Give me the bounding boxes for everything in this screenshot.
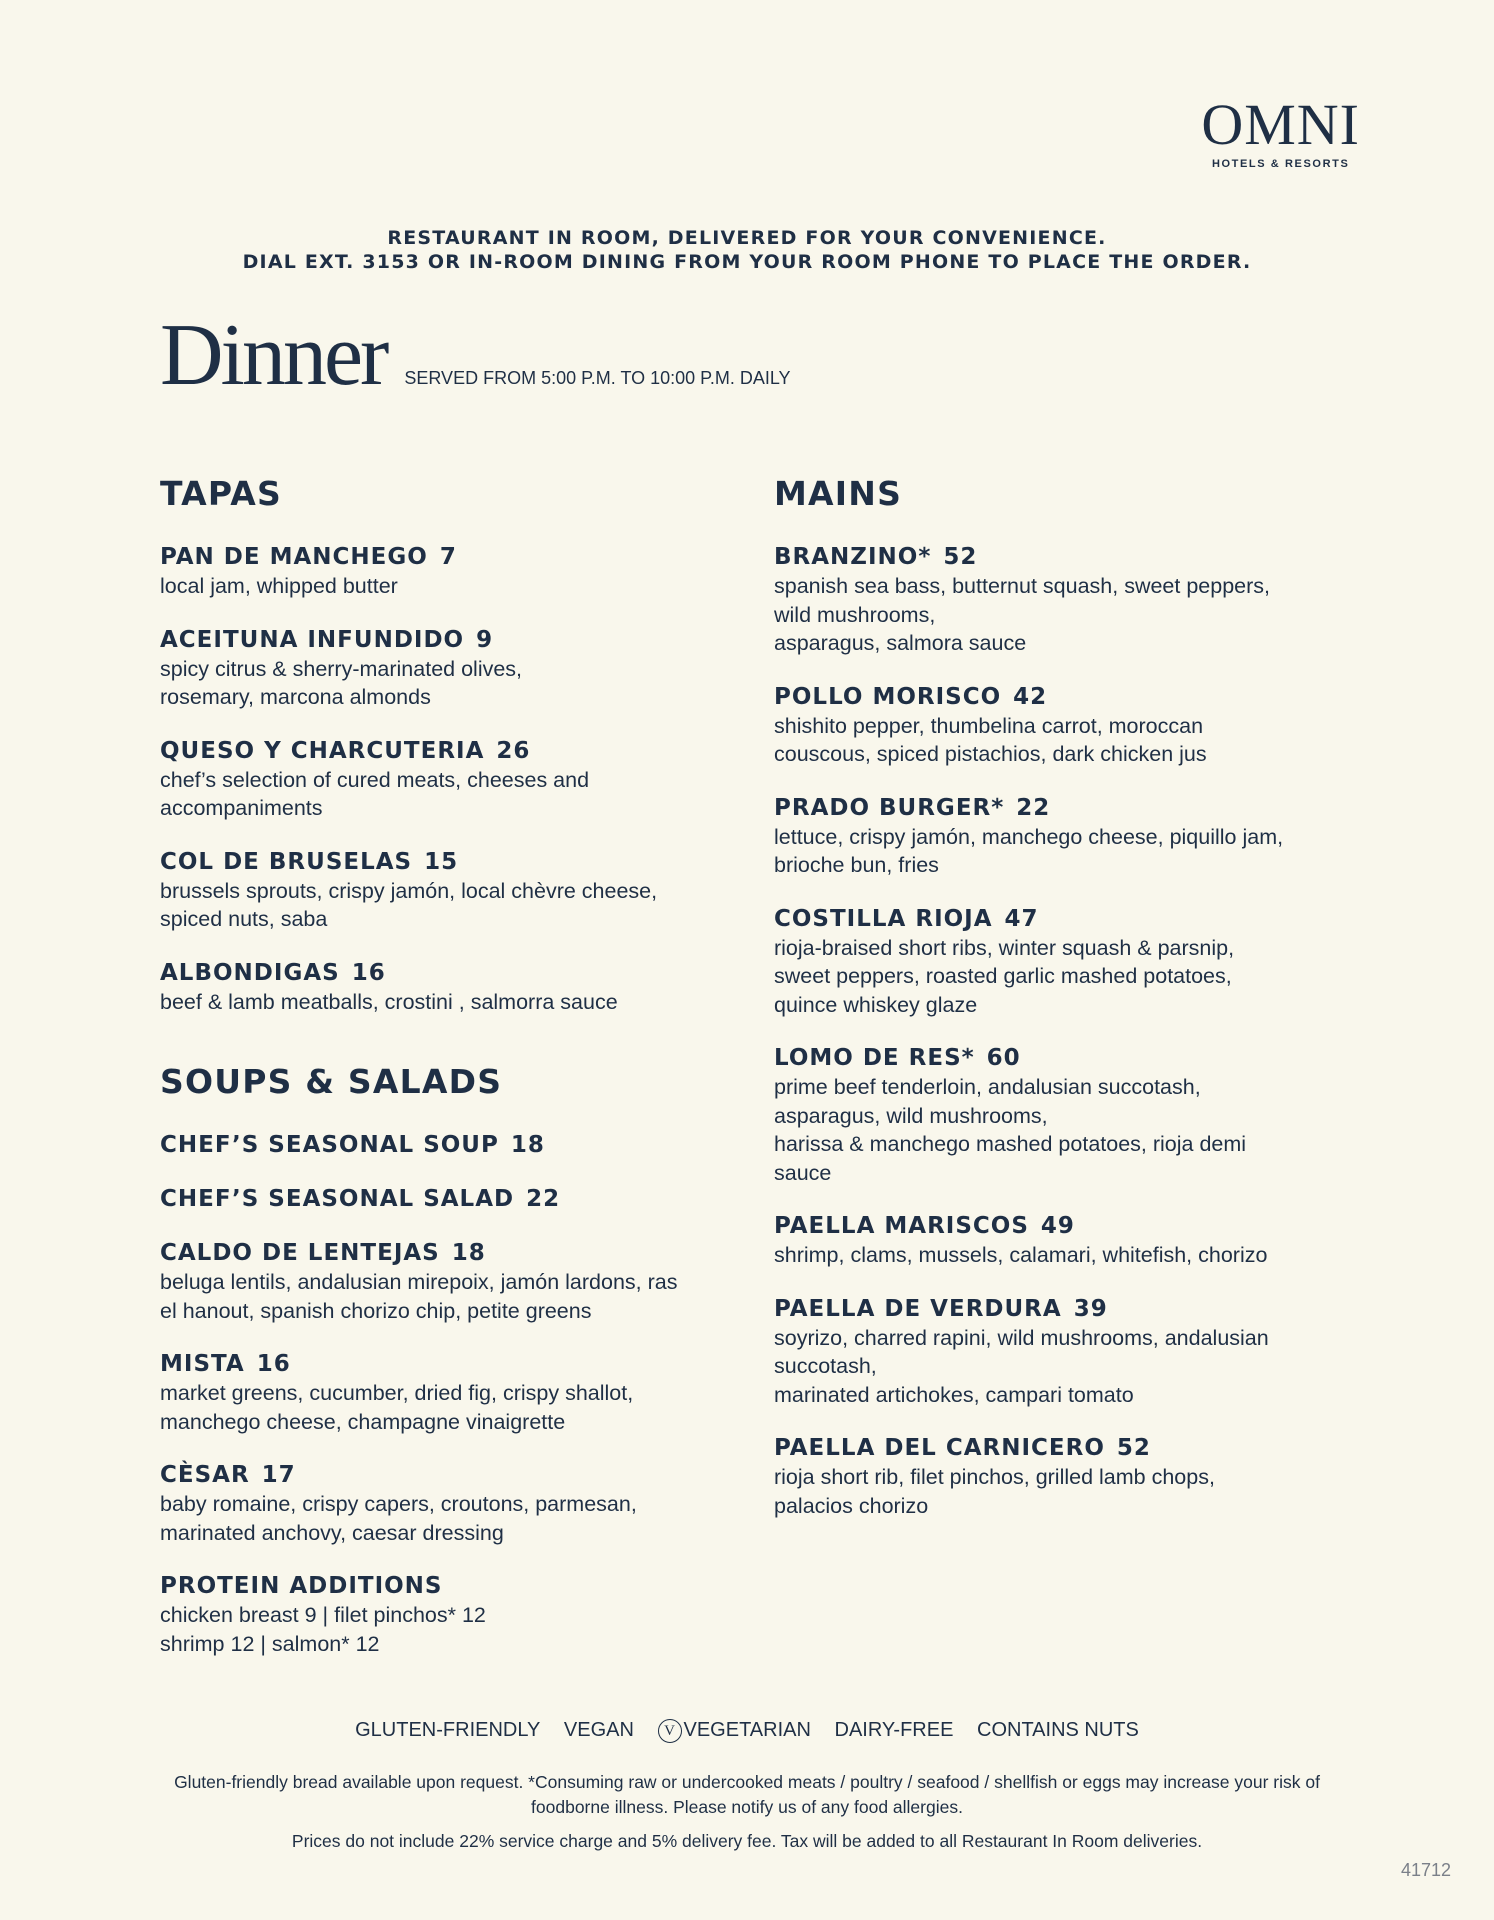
menu-item-name: COSTILLA RIOJA [774,905,993,932]
menu-item [160,542,720,601]
tapas-list [160,542,720,1016]
menu-item-price: 15 [424,848,459,875]
menu-item-heading [774,1294,1334,1324]
menu-item-price: 52 [1116,1435,1151,1461]
menu-item [160,958,720,1017]
menu-item-description: baby romaine, crispy capers, croutons, parmesan, marinated anchovy, caesar dressing [160,1492,637,1545]
logo-wordmark: OMNI [1201,92,1360,157]
menu-item-name: PROTEIN ADDITIONS [160,1573,443,1599]
menu-item-name: POLLO MORISCO [774,683,1002,710]
left-column [160,470,720,1658]
menu-item-price: 22 [526,1186,561,1212]
menu-item [160,625,720,712]
menu-item-name: QUESO Y CHARCUTERIA [160,737,485,764]
menu-item [774,1043,1334,1187]
menu-item-heading [774,904,1334,934]
pricing-footnote: Prices do not include 22% service charge and 5% delivery fee. Tax will be added to all Restaurant In Room deliveries. [291,1831,1203,1851]
menu-item-description: market greens, cucumber, dried fig, crispy shallot, manchego cheese, champagne vinaigrette [160,1381,634,1434]
menu-item-heading [160,847,720,877]
menu-item-description: lettuce, crispy jamón, manchego cheese, piquillo jam, brioche bun, fries [774,824,1284,877]
menu-item-heading [774,1433,1334,1463]
served-hours: SERVED FROM 5:00 P.M. TO 10:00 P.M. DAILY [404,368,791,388]
menu-item-price: 7 [439,544,457,570]
menu-item-name: LOMO DE RES* [774,1045,975,1071]
menu-item-price: 9 [476,626,494,653]
document-code: 41712 [1400,1860,1451,1880]
menu-item-price: 60 [986,1045,1021,1071]
menu-item-name: CHEF’S SEASONAL SOUP [160,1132,499,1158]
menu-item-heading [160,1349,720,1379]
menu-item-description: brussels sprouts, crispy jamón, local chèvre cheese, spiced nuts, saba [160,878,658,931]
menu-item-heading [774,1043,1334,1073]
vegetarian-icon: V [658,1719,682,1743]
menu-item-description: spicy citrus & sherry-marinated olives, rosemary, marcona almonds [160,656,523,709]
menu-item [160,847,720,934]
section-title-soups-salads: SOUPS & SALADS [160,1062,503,1101]
menu-item-price: 16 [256,1351,291,1377]
menu-item-description: chef’s selection of cured meats, cheeses and accompaniments [160,767,590,820]
menu-item-heading [160,1460,720,1490]
menu-item [774,1211,1334,1270]
menu-item-heading [160,542,720,572]
menu-item-name: PAELLA DEL CARNICERO [774,1435,1105,1461]
menu-item-price: 26 [496,737,531,764]
menu-item-description: shishito pepper, thumbelina carrot, moroccan couscous, spiced pistachios, dark chicken jus [774,713,1207,766]
menu-item-heading [160,1184,720,1214]
menu-item-price: 22 [1016,794,1051,821]
menu-item-heading [160,1238,720,1268]
menu-item [160,1184,720,1214]
menu-item-price: 16 [351,959,386,986]
menu-item-name: ACEITUNA INFUNDIDO [160,626,465,653]
menu-item [160,736,720,823]
menu-item-price: 18 [451,1240,486,1266]
menu-item-description: shrimp, clams, mussels, calamari, whitefish, chorizo [774,1243,1268,1267]
mains-list [774,542,1334,1520]
menu-item-price: 47 [1004,905,1039,932]
menu-item-description: beluga lentils, andalusian mirepoix, jamón lardons, ras el hanout, spanish chorizo chip, petite greens [160,1270,678,1323]
menu-item-description: spanish sea bass, butternut squash, sweet peppers, wild mushrooms, asparagus, salmora sauce [774,574,1271,655]
logo-subtitle: HOTELS & RESORTS [1211,158,1350,170]
menu-item-name: BRANZINO* [774,544,932,570]
menu-item-name: ALBONDIGAS [160,959,340,986]
menu-item-name: PAN DE MANCHEGO [160,544,428,570]
menu-item-description: rioja-braised short ribs, winter squash & parsnip, sweet peppers, roasted garlic mashed potatoes, quince whiskey glaze [774,935,1235,1017]
menu-item-name: COL DE BRUSELAS [160,848,413,875]
menu-item [774,904,1334,1020]
legend-contains-nuts: CONTAINS NUTS [977,1719,1139,1741]
menu-item-heading [774,793,1334,823]
menu-item [774,793,1334,880]
menu-item-description: chicken breast 9 | filet pinchos* 12 shrimp 12 | salmon* 12 [160,1603,486,1656]
menu-item-description: soyrizo, charred rapini, wild mushrooms, andalusian succotash, marinated artichokes, campari tomato [774,1325,1269,1407]
section-title-tapas: TAPAS [160,474,282,513]
menu-item-name: PAELLA DE VERDURA [774,1295,1062,1322]
menu-item [160,1571,720,1658]
menu-item-heading [774,542,1334,572]
menu-item [774,542,1334,658]
menu-item [160,1460,720,1547]
allergy-footnote: Gluten-friendly bread available upon request. *Consuming raw or undercooked meats / poultry / seafood / shellfish or eggs may increase your risk of foodborne illness. Please notify us of any food allergies. [174,1772,1320,1817]
menu-item-heading [774,682,1334,712]
right-column [774,470,1334,1520]
intro-text [0,226,1494,274]
menu-item [774,1433,1334,1520]
menu-item-name: MISTA [160,1351,245,1377]
menu-item-heading [160,625,720,655]
soups-list [160,1130,720,1658]
menu-item-name: PRADO BURGER* [774,794,1005,821]
menu-item-price: 52 [943,544,978,570]
intro-line-2: DIAL EXT. 3153 OR IN-ROOM DINING FROM YOUR ROOM PHONE TO PLACE THE ORDER. [242,251,1252,273]
menu-item-price: 18 [510,1132,545,1158]
menu-item [160,1130,720,1160]
menu-item-description: rioja short rib, filet pinchos, grilled lamb chops, palacios chorizo [774,1465,1215,1518]
menu-item-name: CÈSAR [160,1462,250,1488]
legend-gluten-friendly: GLUTEN-FRIENDLY [355,1719,541,1741]
menu-item-description: beef & lamb meatballs, crostini , salmorra sauce [160,989,618,1014]
menu-item [160,1349,720,1436]
menu-item-heading [160,958,720,988]
omni-logo [1201,92,1360,170]
intro-line-1: RESTAURANT IN ROOM, DELIVERED FOR YOUR CONVENIENCE. [387,227,1107,249]
menu-item-name: CHEF’S SEASONAL SALAD [160,1186,515,1212]
menu-item-name: PAELLA MARISCOS [774,1213,1029,1239]
dietary-legend [0,1719,1494,1743]
menu-item-heading [160,736,720,766]
menu-item-description: prime beef tenderloin, andalusian succotash, asparagus, wild mushrooms, harissa & manchego mashed potatoes, rioja demi sauce [774,1075,1247,1185]
menu-item [160,1238,720,1325]
menu-item-name: CALDO DE LENTEJAS [160,1240,440,1266]
legend-dairy-free: DAIRY-FREE [834,1719,954,1741]
menu-item-heading [160,1571,720,1601]
menu-item [774,1294,1334,1410]
menu-item-description: local jam, whipped butter [160,574,398,598]
section-title-mains: MAINS [774,474,903,513]
menu-item-price: 42 [1013,683,1048,710]
menu-item-price: 49 [1040,1213,1075,1239]
menu-item [774,682,1334,769]
legend-vegan: VEGAN [563,1719,634,1741]
menu-title-row [160,307,791,404]
menu-title: Dinner [160,307,387,404]
legend-vegetarian: VEGETARIAN [683,1719,811,1741]
menu-item-price: 39 [1073,1295,1108,1322]
menu-item-price: 17 [261,1462,296,1488]
menu-item-heading [774,1211,1334,1241]
menu-item-heading [160,1130,720,1160]
